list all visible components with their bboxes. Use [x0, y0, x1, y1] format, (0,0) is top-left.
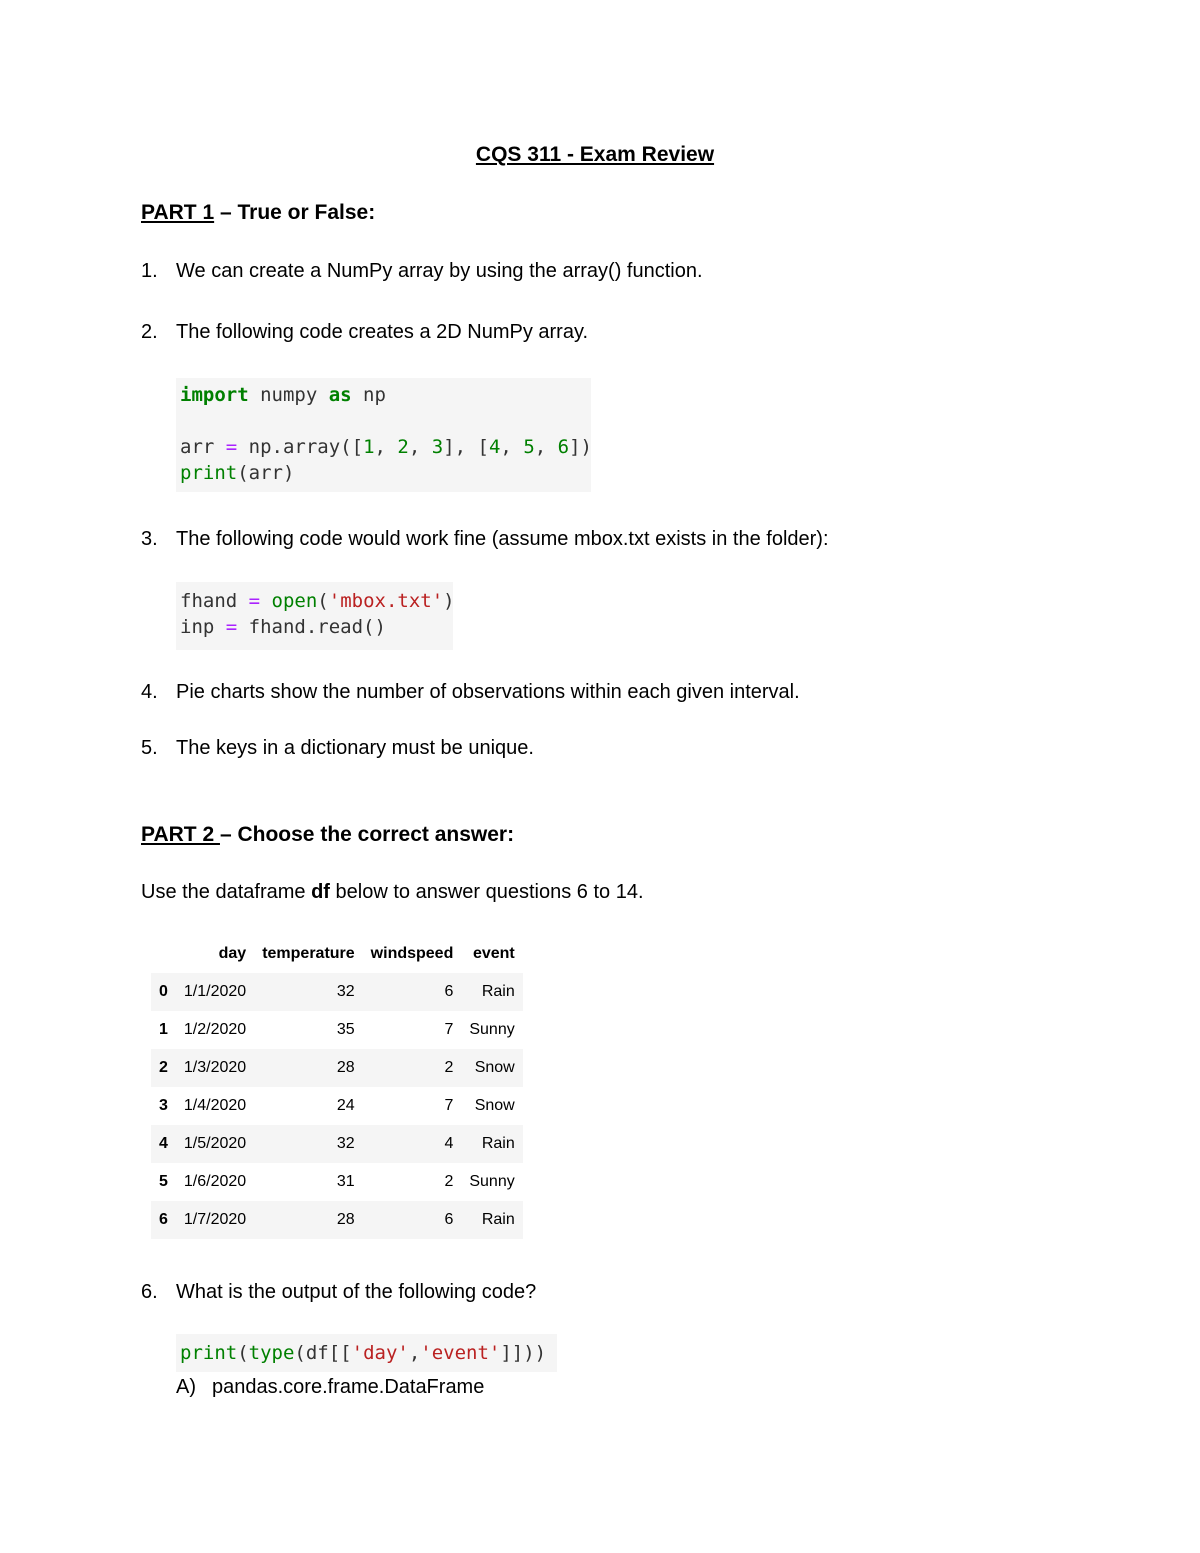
- question-text: We can create a NumPy array by using the array() function.: [176, 260, 703, 282]
- row-index: 0: [159, 983, 168, 1000]
- row-index: 6: [159, 1211, 168, 1228]
- dataframe-table: [151, 935, 523, 1239]
- question-number: 6.: [141, 1281, 158, 1303]
- code-block-type-df: print(type(df[['day','event']])): [176, 1334, 557, 1372]
- column-header-day: day: [218, 945, 247, 962]
- cell-windspeed: 7: [444, 1021, 454, 1038]
- dataframe-table-wrapper: [151, 935, 523, 1239]
- cell-day: 1/1/2020: [183, 983, 247, 1000]
- question-5: [141, 737, 534, 760]
- row-index: 1: [159, 1021, 168, 1038]
- question-text: The keys in a dictionary must be unique.: [176, 737, 534, 759]
- question-1: [141, 260, 703, 283]
- question-2: [141, 321, 588, 344]
- df-name: df: [311, 881, 330, 903]
- cell-temperature: 32: [336, 983, 355, 1000]
- question-3: [141, 528, 829, 551]
- table-row: [151, 1011, 523, 1049]
- part1-label: PART 1: [141, 201, 215, 224]
- cell-windspeed: 6: [444, 1211, 454, 1228]
- code-block-open-file: fhand = open('mbox.txt') inp = fhand.read(): [176, 582, 453, 650]
- cell-day: 1/2/2020: [183, 1021, 247, 1038]
- cell-windspeed: 6: [444, 983, 454, 1000]
- cell-windspeed: 2: [444, 1173, 454, 1190]
- table-row: [151, 1163, 523, 1201]
- answer-option-a: [176, 1376, 484, 1399]
- table-header-row: [151, 935, 523, 973]
- question-text: Pie charts show the number of observations within each given interval.: [176, 681, 800, 703]
- question-number: 5.: [141, 737, 158, 759]
- cell-temperature: 31: [336, 1173, 355, 1190]
- part1-heading: [141, 201, 375, 225]
- cell-day: 1/3/2020: [183, 1059, 247, 1076]
- cell-temperature: 28: [336, 1211, 355, 1228]
- cell-event: Rain: [481, 1211, 515, 1228]
- cell-day: 1/6/2020: [183, 1173, 247, 1190]
- cell-day: 1/5/2020: [183, 1135, 247, 1152]
- row-index: 4: [159, 1135, 168, 1152]
- row-index: 3: [159, 1097, 168, 1114]
- part2-label: PART 2: [141, 823, 220, 846]
- answer-text: pandas.core.frame.DataFrame: [212, 1376, 485, 1398]
- answer-label: A): [176, 1376, 196, 1398]
- cell-event: Sunny: [469, 1021, 515, 1038]
- column-header-index: [151, 935, 176, 973]
- cell-temperature: 32: [336, 1135, 355, 1152]
- question-number: 3.: [141, 528, 158, 550]
- cell-event: Snow: [474, 1097, 515, 1114]
- cell-temperature: 24: [336, 1097, 355, 1114]
- column-header-windspeed: windspeed: [370, 945, 454, 962]
- question-number: 2.: [141, 321, 158, 343]
- table-row: [151, 1201, 523, 1239]
- dataframe-intro: Use the dataframe df below to answer questions 6 to 14.: [141, 881, 644, 903]
- question-4: [141, 681, 800, 704]
- table-row: [151, 1049, 523, 1087]
- row-index: 5: [159, 1173, 168, 1190]
- question-text: The following code would work fine (assume mbox.txt exists in the folder):: [176, 528, 829, 550]
- question-number: 1.: [141, 260, 158, 282]
- question-text: What is the output of the following code?: [176, 1281, 537, 1303]
- cell-temperature: 35: [336, 1021, 355, 1038]
- column-header-temperature: temperature: [262, 945, 355, 962]
- part1-rest: – True or False:: [214, 201, 376, 224]
- cell-event: Rain: [481, 983, 515, 1000]
- cell-day: 1/4/2020: [183, 1097, 247, 1114]
- cell-event: Sunny: [469, 1173, 515, 1190]
- part2-heading: [141, 823, 514, 847]
- cell-windspeed: 4: [444, 1135, 454, 1152]
- part2-rest: – Choose the correct answer:: [219, 823, 515, 846]
- table-row: [151, 1087, 523, 1125]
- table-row: [151, 973, 523, 1011]
- question-6: [141, 1281, 536, 1304]
- cell-event: Rain: [481, 1135, 515, 1152]
- cell-windspeed: 7: [444, 1097, 454, 1114]
- question-text: The following code creates a 2D NumPy array.: [176, 321, 589, 343]
- code-block-numpy: import numpy as np arr = np.array([1, 2, 3], [4, 5, 6]) print(arr): [176, 378, 591, 492]
- cell-day: 1/7/2020: [183, 1211, 247, 1228]
- question-number: 4.: [141, 681, 158, 703]
- column-header-event: event: [472, 945, 515, 962]
- cell-event: Snow: [474, 1059, 515, 1076]
- table-row: [151, 1125, 523, 1163]
- cell-windspeed: 2: [444, 1059, 454, 1076]
- page-title: CQS 311 - Exam Review: [475, 143, 715, 166]
- cell-temperature: 28: [336, 1059, 355, 1076]
- row-index: 2: [159, 1059, 168, 1076]
